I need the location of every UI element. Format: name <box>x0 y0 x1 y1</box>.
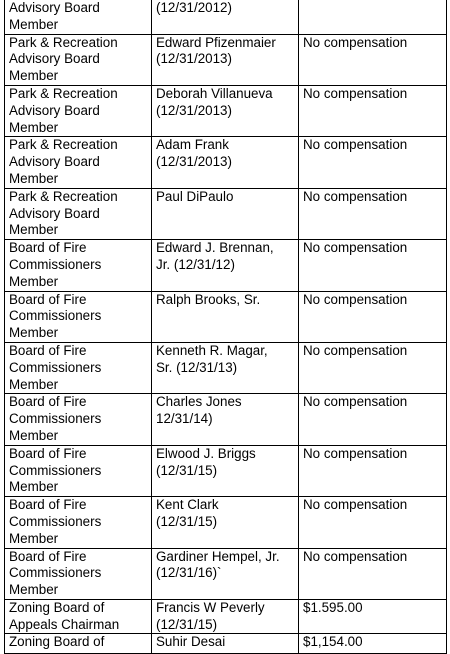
position-cell: Park & Recreation Advisory Board Member <box>5 85 152 136</box>
position-cell: Park & Recreation Advisory Board Member <box>5 137 152 188</box>
compensation-cell: No compensation <box>299 548 447 599</box>
table-body <box>5 0 447 654</box>
position-cell: Zoning Board of <box>5 634 152 654</box>
compensation-cell: No compensation <box>299 137 447 188</box>
name-cell: Kent Clark (12/31/15) <box>152 497 299 548</box>
position-cell: Board of Fire Commissioners Member <box>5 291 152 342</box>
compensation-cell: No compensation <box>299 394 447 445</box>
compensation-cell: No compensation <box>299 497 447 548</box>
position-cell: Board of Fire Commissioners Member <box>5 342 152 393</box>
compensation-cell: No compensation <box>299 34 447 85</box>
position-cell: Board of Fire Commissioners Member <box>5 240 152 291</box>
position-cell: Zoning Board of Appeals Chairman <box>5 599 152 634</box>
table-row <box>5 188 447 239</box>
name-cell: Deborah Villanueva (12/31/2013) <box>152 85 299 136</box>
name-cell: Edward Pfizenmaier (12/31/2013) <box>152 34 299 85</box>
compensation-cell: $1.595.00 <box>299 599 447 634</box>
position-cell: Park & Recreation Advisory Board Member <box>5 188 152 239</box>
name-cell: Adam Frank (12/31/2013) <box>152 137 299 188</box>
name-cell: Edward J. Brennan, Jr. (12/31/12) <box>152 240 299 291</box>
name-cell: Elwood J. Briggs (12/31/15) <box>152 445 299 496</box>
position-cell: Board of Fire Commissioners Member <box>5 394 152 445</box>
table-row <box>5 0 447 34</box>
position-cell: Advisory Board Member <box>5 0 152 34</box>
table-row <box>5 634 447 654</box>
name-cell: Kenneth R. Magar, Sr. (12/31/13) <box>152 342 299 393</box>
compensation-cell: No compensation <box>299 291 447 342</box>
compensation-cell: No compensation <box>299 85 447 136</box>
table-row <box>5 599 447 634</box>
name-cell: Ralph Brooks, Sr. <box>152 291 299 342</box>
table-row <box>5 34 447 85</box>
name-cell: Paul DiPaulo <box>152 188 299 239</box>
compensation-cell: $1,154.00 <box>299 634 447 654</box>
position-cell: Park & Recreation Advisory Board Member <box>5 34 152 85</box>
table-row <box>5 342 447 393</box>
name-cell: Suhir Desai <box>152 634 299 654</box>
compensation-cell: No compensation <box>299 342 447 393</box>
table-row <box>5 497 447 548</box>
name-cell: (12/31/2012) <box>152 0 299 34</box>
table-row <box>5 85 447 136</box>
table-row <box>5 394 447 445</box>
table-row <box>5 240 447 291</box>
compensation-cell <box>299 0 447 34</box>
table-row <box>5 291 447 342</box>
name-cell: Francis W Peverly (12/31/15) <box>152 599 299 634</box>
name-cell: Gardiner Hempel, Jr. (12/31/16)` <box>152 548 299 599</box>
compensation-cell: No compensation <box>299 240 447 291</box>
table-row <box>5 137 447 188</box>
position-cell: Board of Fire Commissioners Member <box>5 497 152 548</box>
compensation-cell: No compensation <box>299 445 447 496</box>
table-row <box>5 445 447 496</box>
position-cell: Board of Fire Commissioners Member <box>5 548 152 599</box>
position-cell: Board of Fire Commissioners Member <box>5 445 152 496</box>
appointments-table <box>4 0 447 654</box>
table-row <box>5 548 447 599</box>
name-cell: Charles Jones 12/31/14) <box>152 394 299 445</box>
compensation-cell: No compensation <box>299 188 447 239</box>
